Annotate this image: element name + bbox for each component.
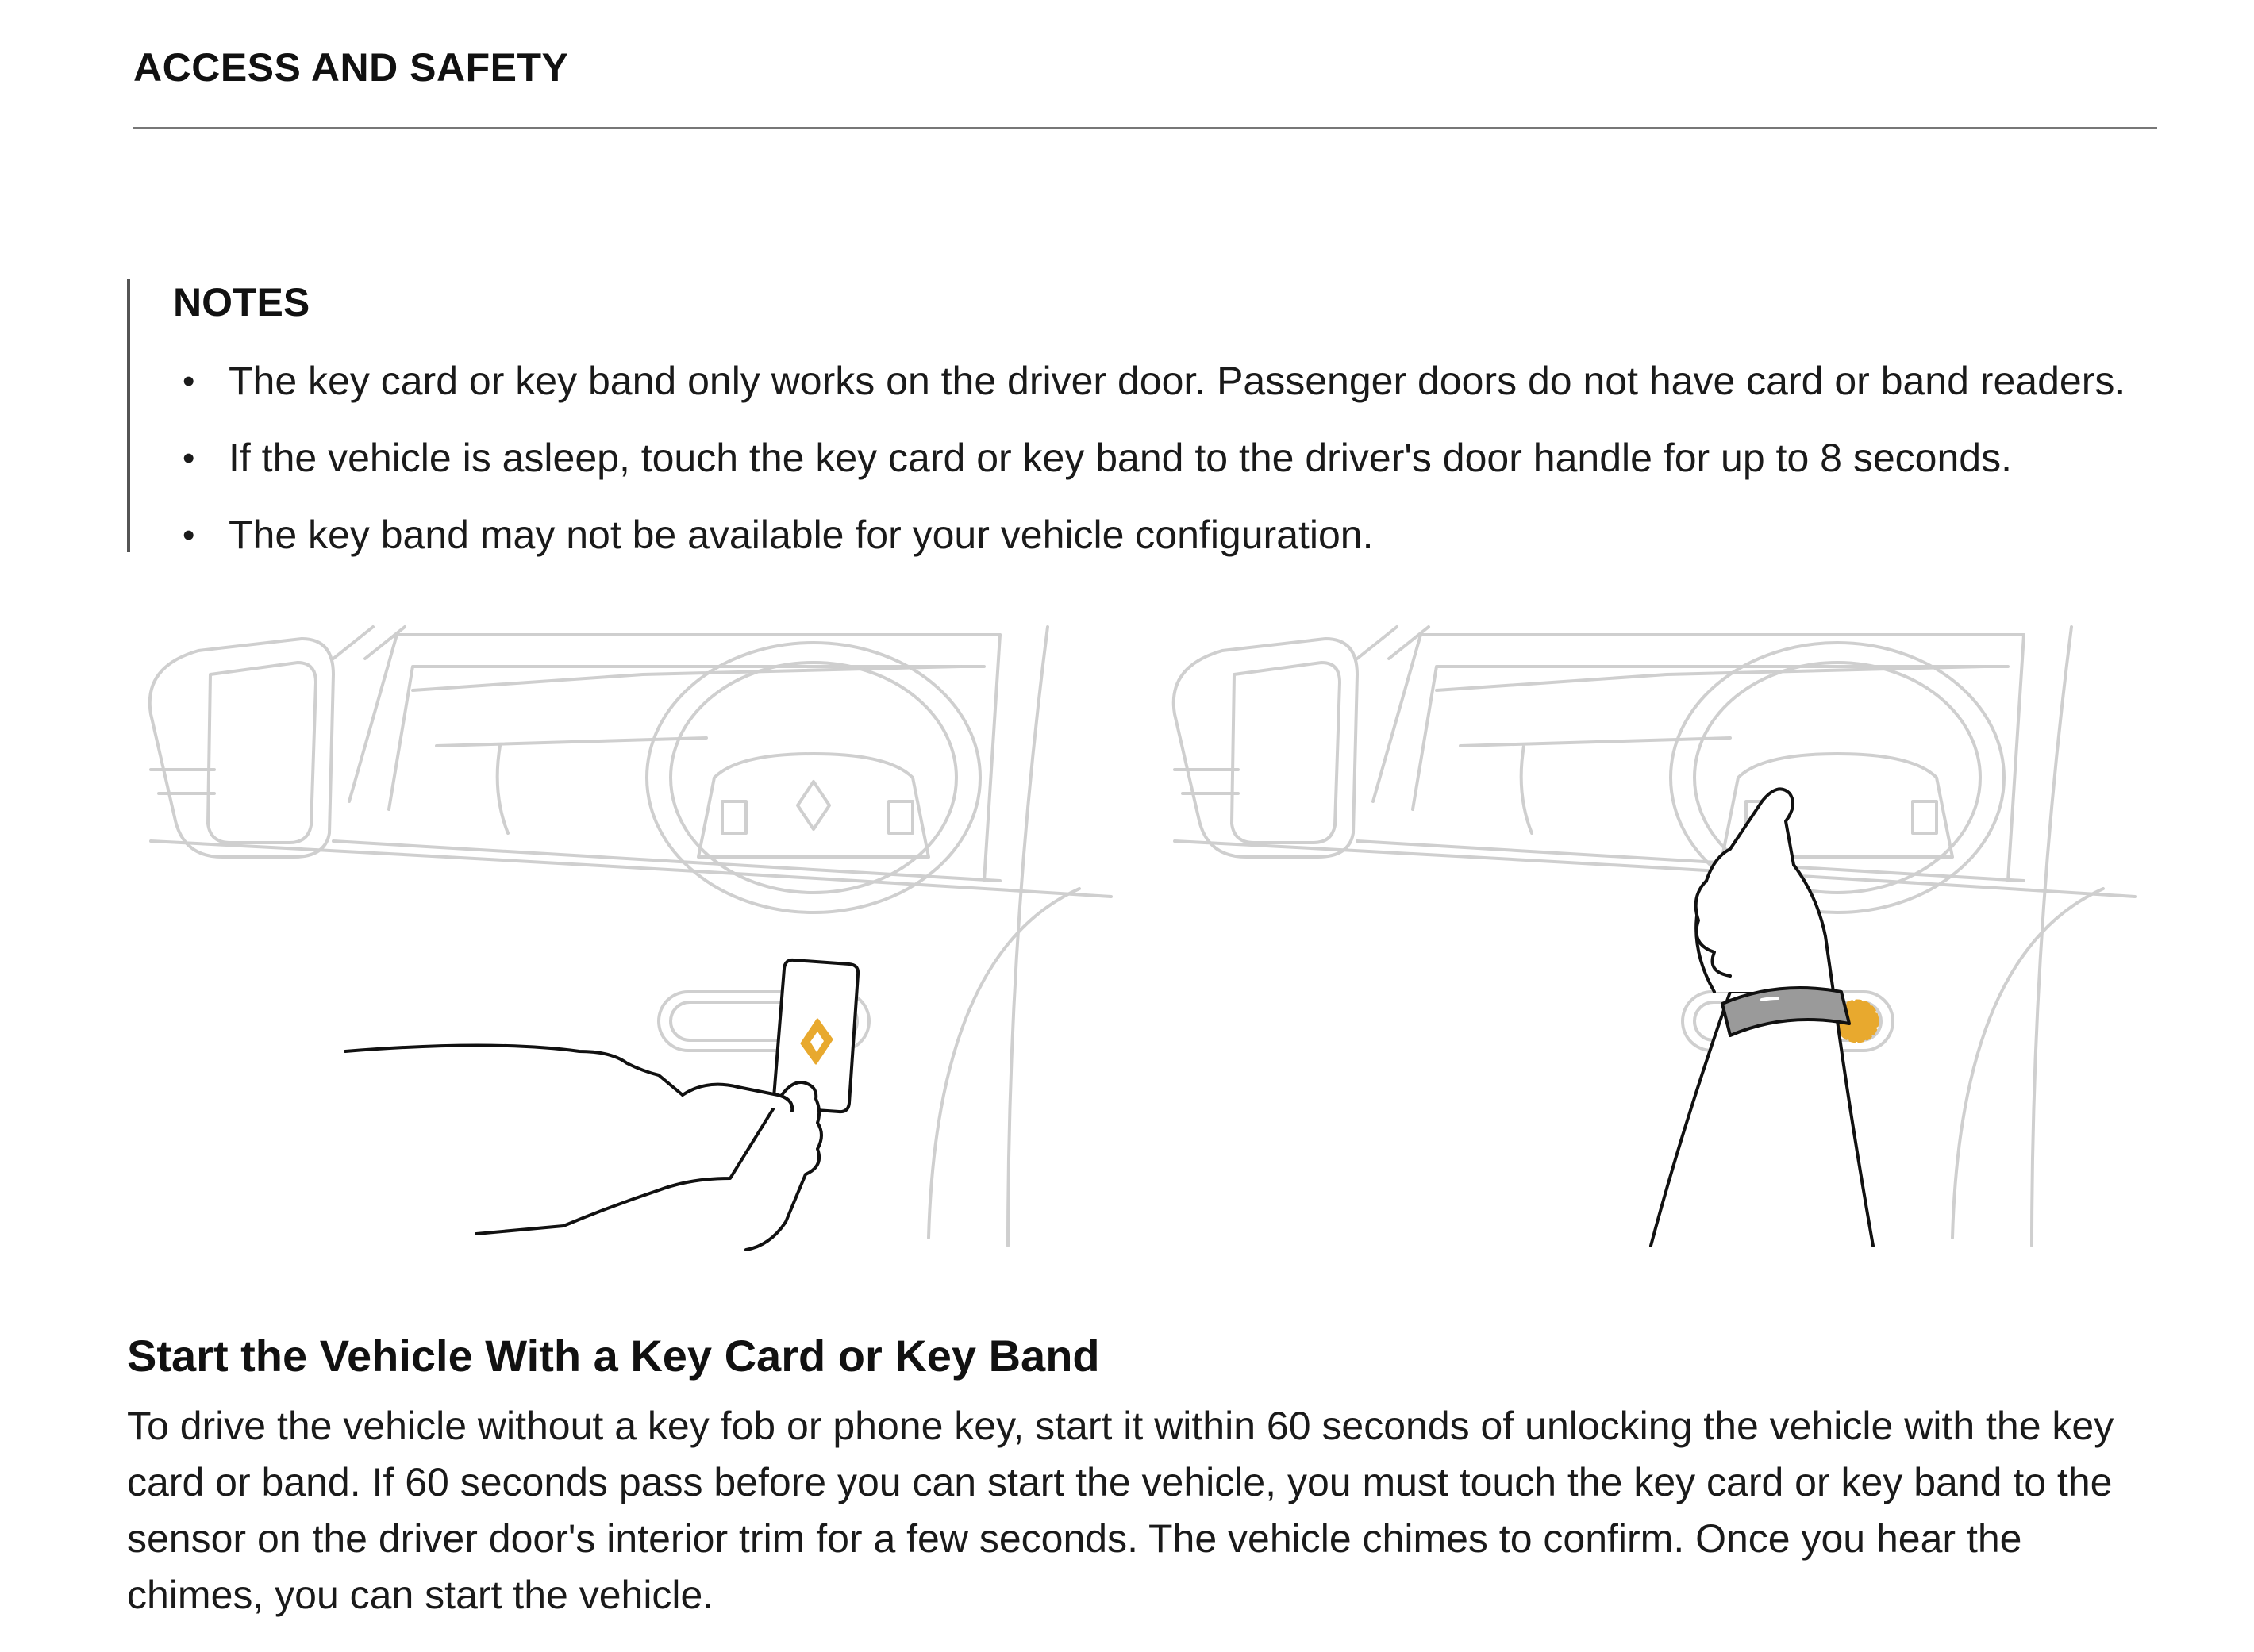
section-header: ACCESS AND SAFETY [133, 45, 569, 90]
list-item [173, 497, 2125, 574]
section-body: To drive the vehicle without a key fob or phone key, start it within 60 seconds of unlocking the vehicle with the key card or band. If 60 seconds pass before you can start the vehicle, you must touch the key card or key band to the sensor on the driver door's interior trim for a few seconds. The vehicle chimes to confirm. Once you hear the chimes, you can start the vehicle. [127, 1404, 2114, 1617]
notes-callout [127, 279, 2194, 557]
bullet: • [183, 439, 195, 478]
note-text: The key card or key band only works on the driver door. Passenger doors do not have card or band readers. [229, 359, 2126, 403]
bullet: • [183, 362, 195, 401]
bullet: • [183, 516, 195, 555]
list-item [173, 420, 2125, 497]
list-item [173, 343, 2125, 420]
header-divider [133, 127, 2157, 129]
notes-list [173, 343, 2125, 574]
notes-title: NOTES [173, 280, 310, 325]
key-band-illustration [1159, 619, 2167, 1254]
section-heading: Start the Vehicle With a Key Card or Key Band [127, 1331, 1100, 1381]
note-text: If the vehicle is asleep, touch the key card or key band to the driver's door handle for up to 8 seconds. [229, 436, 2012, 480]
key-card-illustration [135, 619, 1143, 1254]
note-text: The key band may not be available for your vehicle configuration. [229, 513, 1374, 557]
